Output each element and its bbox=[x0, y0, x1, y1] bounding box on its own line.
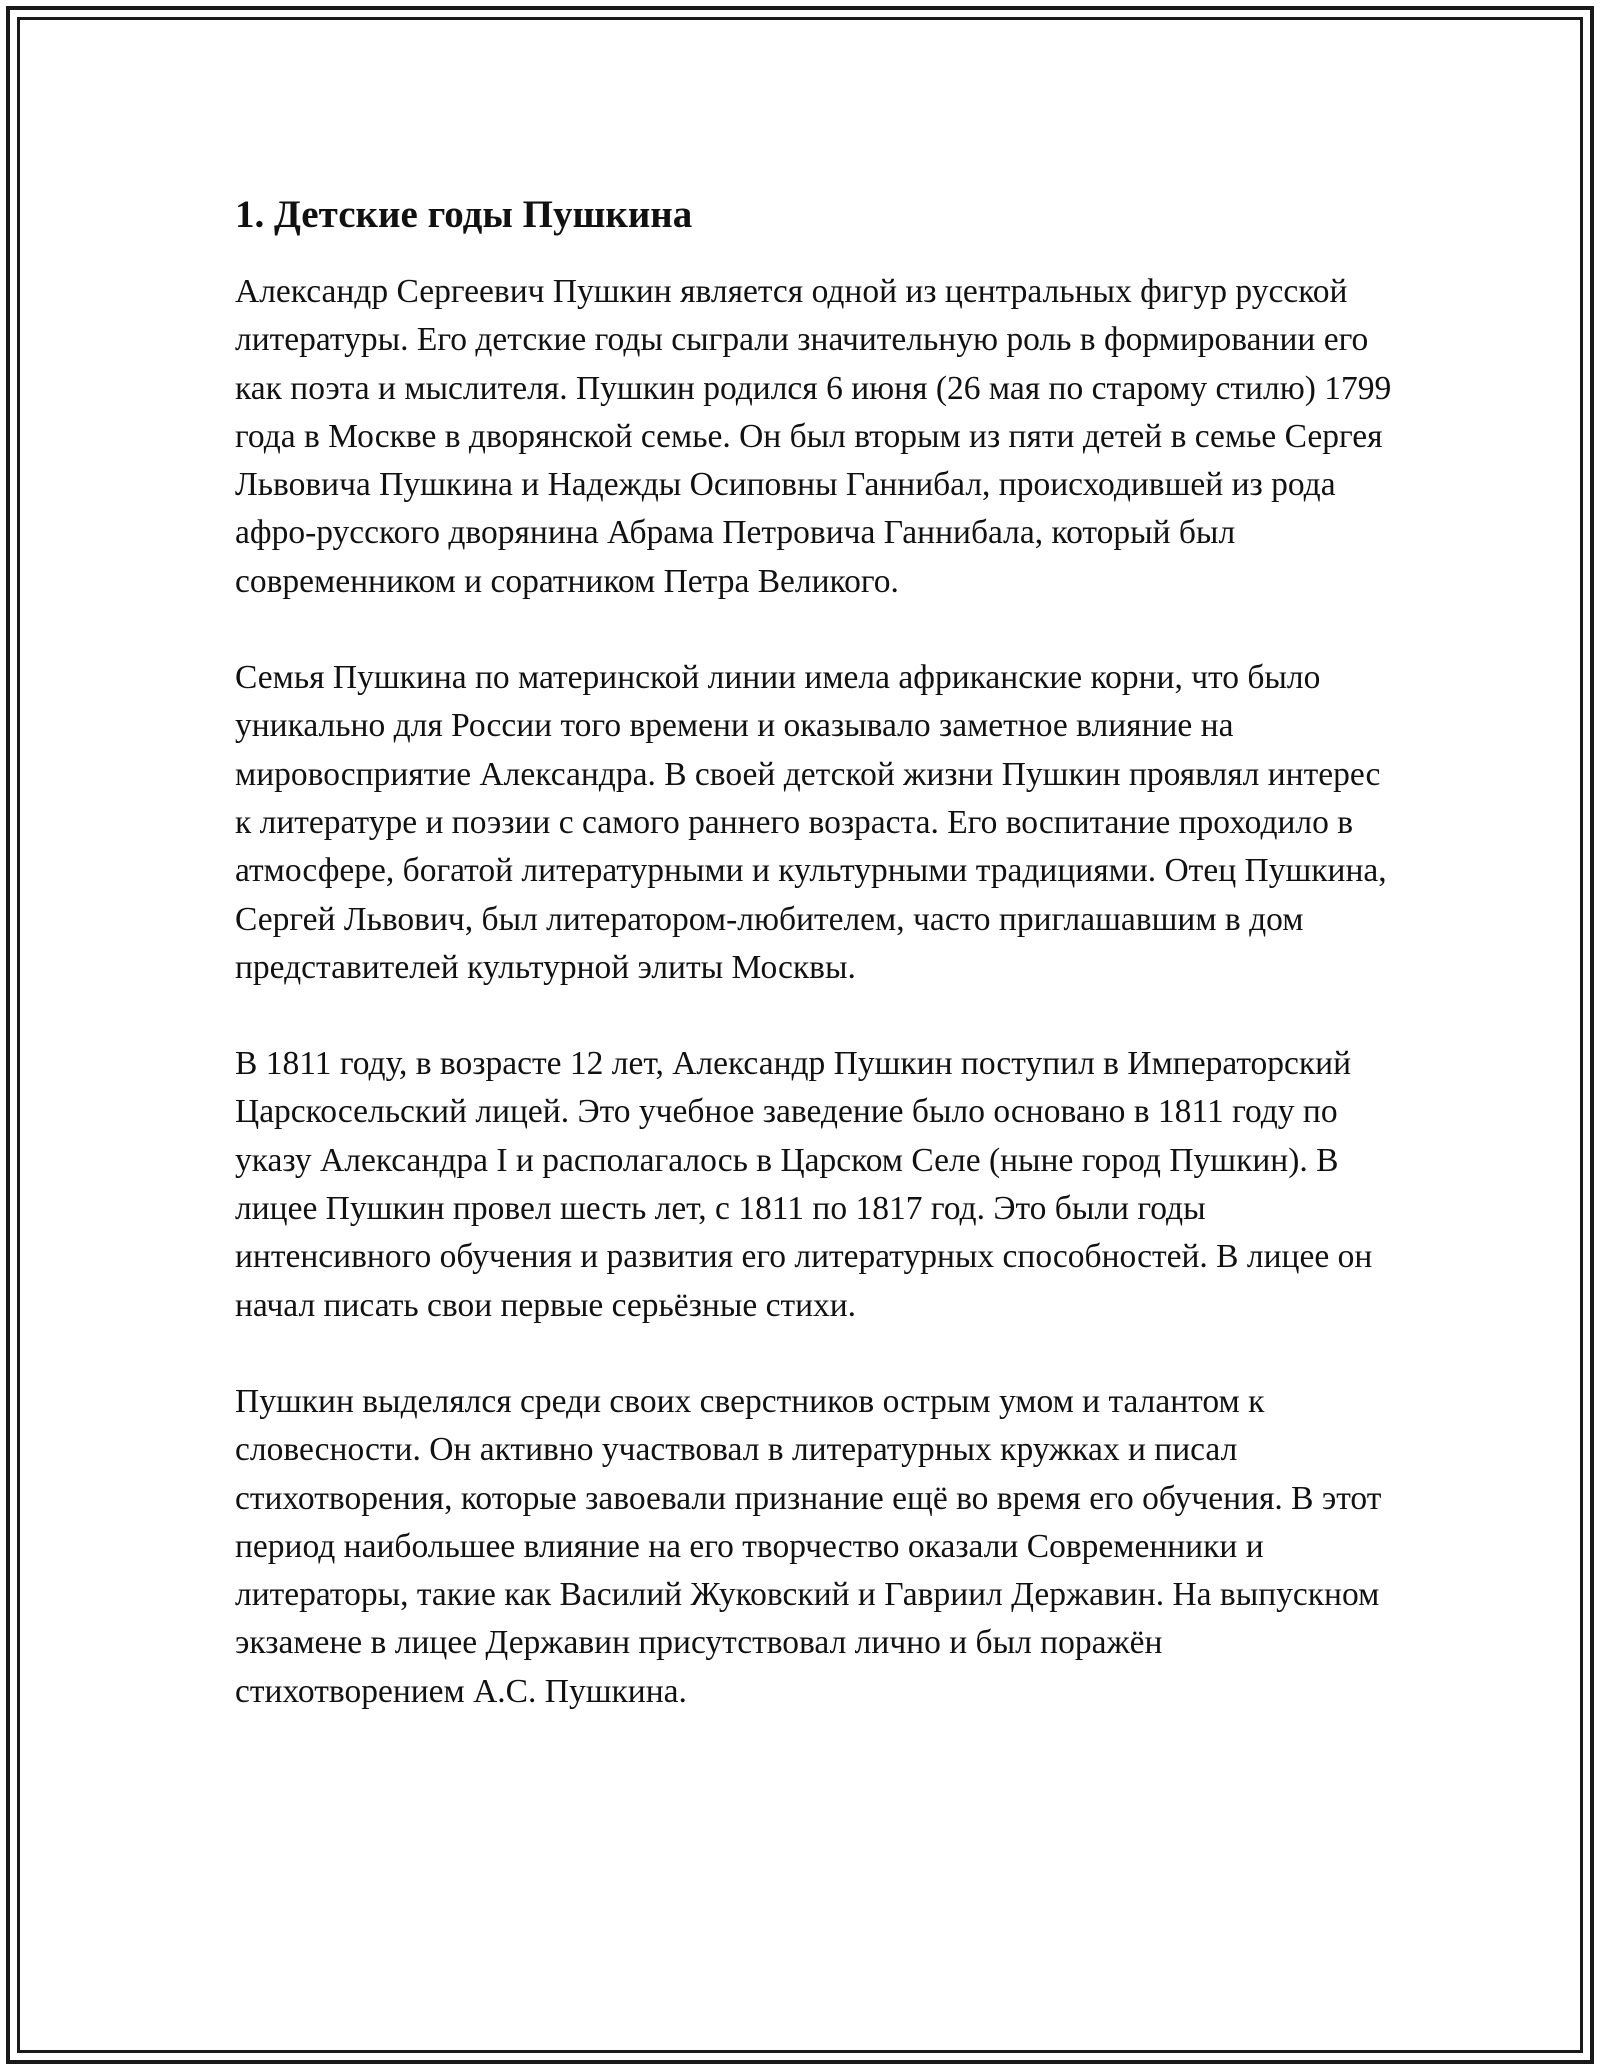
section-heading: 1. Детские годы Пушкина bbox=[235, 193, 693, 236]
paragraph-family: Семья Пушкина по материнской линии имела африканские корни, что было уникально для России того времени и оказывало заметное влияние на мировосприятие Александра. В своей детской жизни Пушкин проявлял интерес к литературе и поэзии с самого раннего возраста. Его воспитание проходило в атмосфере, богатой литературными и культурными традициями. Отец Пушкина, Сергей Львович, был литератором-любителем, часто приглашавшим в дом представителей культурной элиты Москвы. bbox=[235, 659, 1387, 986]
paragraph-talent: Пушкин выделялся среди своих сверстников острым умом и талантом к словесности. Он активно участвовал в литературных кружках и писал стихотворения, которые завоевали признание ещё во время его обучения. В этот период наибольшее влияние на его творчество оказали Современники и литераторы, такие как Василий Жуковский и Гавриил Державин. На выпускном экзамене в лицее Державин присутствовал лично и был поражён стихотворением А.С. Пушкина. bbox=[235, 1382, 1382, 1710]
paragraph-lyceum: В 1811 году, в возрасте 12 лет, Александр Пушкин поступил в Императорский Царскосельский лицей. Это учебное заведение было основано в 1811 году по указу Александра I и располагалось в Царском Селе (ныне город Пушкин). В лицее Пушкин провел шесть лет, с 1811 по 1817 год. Это были годы интенсивного обучения и развития его литературных способностей. В лицее он начал писать свои первые серьёзные стихи. bbox=[235, 1045, 1373, 1324]
document-body bbox=[235, 186, 1395, 1716]
paragraph-birth: Александр Сергеевич Пушкин является одной из центральных фигур русской литературы. Его детские годы сыграли значительную роль в формировании его как поэта и мыслителя. Пушкин родился 6 июня (26 мая по старому стилю) 1799 года в Москве в дворянской семье. Он был вторым из пяти детей в семье Сергея Львовича Пушкина и Надежды Осиповны Ганнибал, происходившей из рода афро-русского дворянина Абрама Петровича Ганнибала, который был современником и соратником Петра Великого. bbox=[235, 273, 1392, 600]
